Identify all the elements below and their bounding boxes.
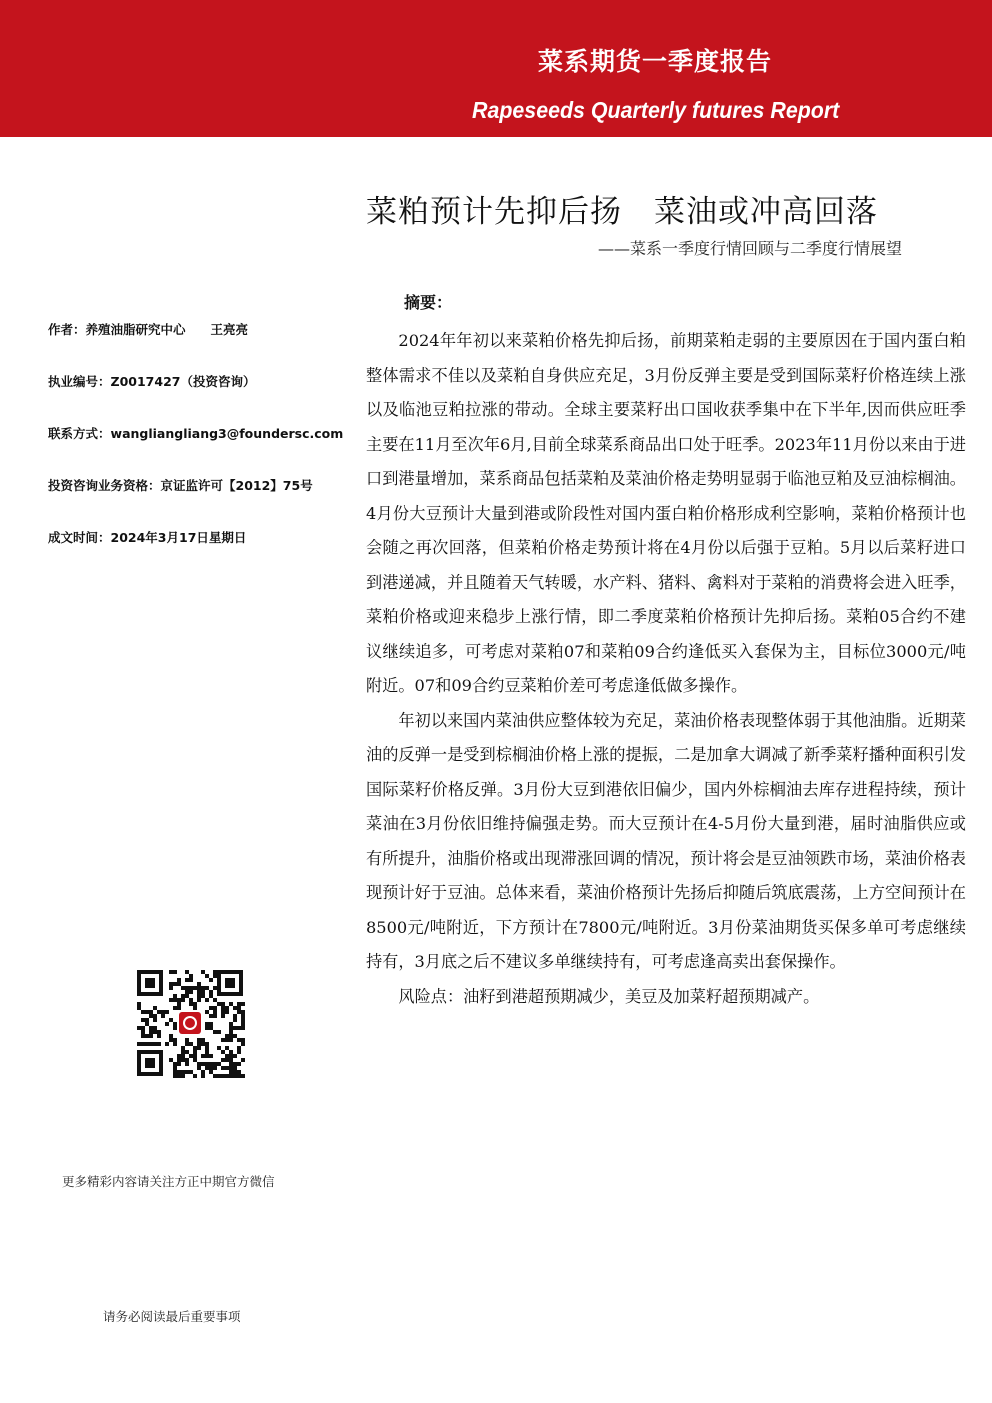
report-series-title-en: Rapeseeds Quarterly futures Report — [472, 97, 840, 123]
author-info-panel — [48, 320, 368, 580]
author-label: 作者： — [48, 322, 86, 337]
license-row — [48, 372, 368, 424]
risk-paragraph: 风险点：油籽到港超预期减少，美豆及加菜籽超预期减产。 — [398, 986, 820, 1006]
license-label: 执业编号： — [48, 374, 111, 389]
license-value: Z0017427（投资咨询） — [110, 374, 256, 389]
footer-note: 请务必阅读最后重要事项 — [103, 1309, 241, 1324]
date-row — [48, 528, 368, 580]
contact-row — [48, 424, 368, 476]
report-title: 菜粕预计先抑后扬 菜油或冲高回落 — [366, 194, 878, 230]
abstract-body — [366, 324, 966, 1014]
date-value: 2024年3月17日星期日 — [110, 530, 247, 545]
abstract-paragraph: 年初以来国内菜油供应整体较为充足，菜油价格表现整体弱于其他油脂。近期菜油的反弹一是受到棕榈油价格上涨的提振，二是加拿大调减了新季菜籽播种面积引发国际菜籽价格反弹。3月份大豆到港依旧偏少，国内外棕榈油去库存进程持续，预计菜油在3月份依旧维持偏强走势。而大豆预计在4-5月份大量到港，届时油脂供应或有所提升，油脂价格或出现滞涨回调的情况，预计将会是豆油领跌市场，菜油价格表现预计好于豆油。总体来看，菜油价格预计先扬后抑随后筑底震荡，上方空间预计在8500元/吨附近，下方预计在7800元/吨附近。3月份菜油期货买保多单可考虑继续持有，3月底之后不建议多单继续持有，可考虑逢高卖出套保操作。 — [366, 710, 966, 971]
qualification-value: 京证监许可【2012】75号 — [160, 478, 313, 493]
header-band — [0, 0, 992, 137]
contact-label: 联系方式： — [48, 426, 111, 441]
author-value: 养殖油脂研究中心 王亮亮 — [85, 322, 249, 337]
author-row — [48, 320, 368, 372]
qualification-label: 投资咨询业务资格： — [48, 478, 161, 493]
abstract-label: 摘要： — [404, 293, 453, 312]
qr-caption: 更多精彩内容请关注方正中期官方微信 — [62, 1174, 275, 1189]
abstract-paragraph: 2024年年初以来菜粕价格先抑后扬，前期菜粕走弱的主要原因在于国内蛋白粕整体需求不佳以及菜粕自身供应充足，3月份反弹主要是受到国际菜籽价格连续上涨以及临池豆粕拉涨的带动。全球主要菜籽出口国收获季集中在下半年,因而供应旺季主要在11月至次年6月,目前全球菜系商品出口处于旺季。2023年11月份以来由于进口到港量增加，菜系商品包括菜粕及菜油价格走势明显弱于临池豆粕及豆油棕榈油。4月份大豆预计大量到港或阶段性对国内蛋白粕价格形成利空影响，菜粕价格预计也会随之再次回落，但菜粕价格走势预计将在4月份以后强于豆粕。5月以后菜籽进口到港递减，并且随着天气转暖，水产料、猪料、禽料对于菜粕的消费将会进入旺季，菜粕价格或迎来稳步上涨行情，即二季度菜粕价格预计先抑后扬。菜粕05合约不建议继续追多，可考虑对菜粕07和菜粕09合约逢低买入套保为主，目标位3000元/吨附近。07和09合约豆菜粕价差可考虑逢低做多操作。 — [366, 331, 966, 695]
qr-code-icon — [135, 968, 245, 1078]
qualification-row — [48, 476, 368, 528]
date-label: 成文时间： — [48, 530, 111, 545]
contact-email[interactable]: wangliangliang3@foundersc.com — [110, 426, 344, 441]
report-series-title-cn: 菜系期货一季度报告 — [538, 47, 773, 76]
report-subtitle: ——菜系一季度行情回顾与二季度行情展望 — [597, 239, 902, 258]
